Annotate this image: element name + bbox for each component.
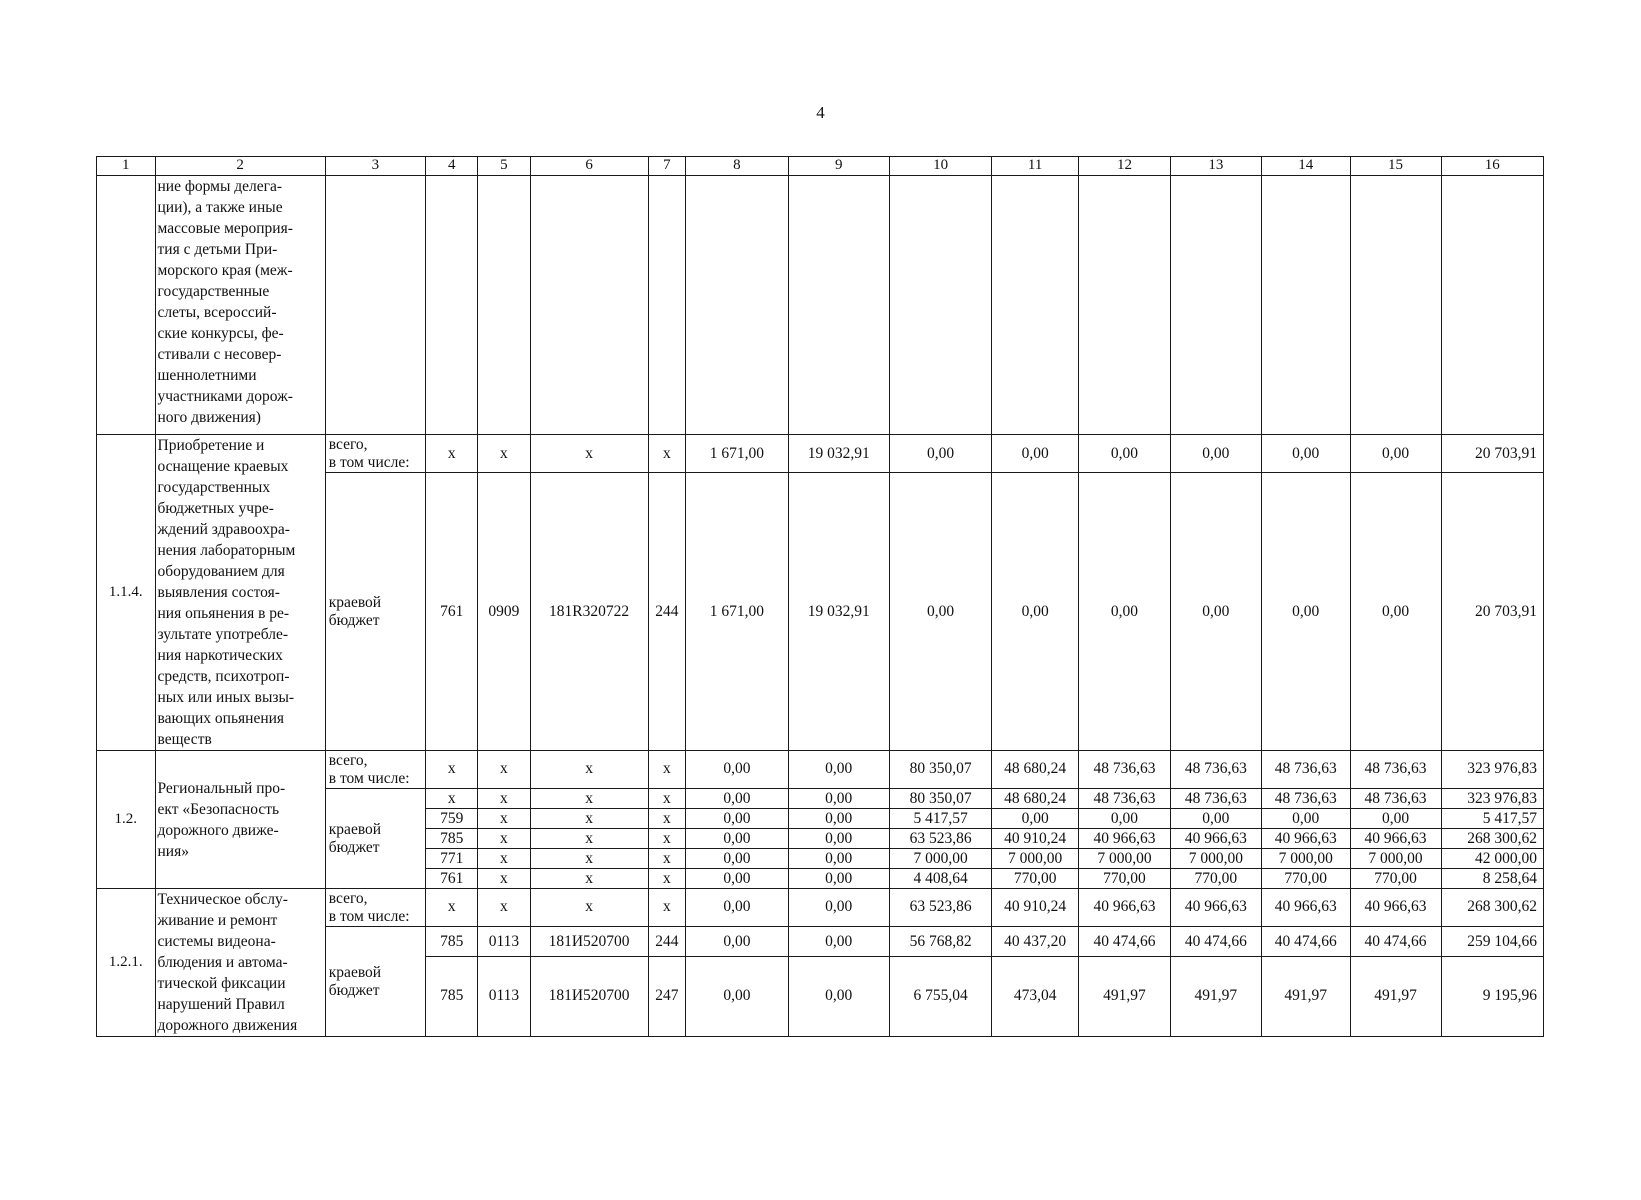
table-cell: 0,00: [686, 927, 788, 957]
table-cell: 40 966,63: [1078, 889, 1170, 927]
table-cell: 80 350,07: [889, 789, 991, 809]
column-number: 16: [1441, 157, 1544, 176]
table-cell: 40 437,20: [992, 927, 1079, 957]
table-cell: 40 474,66: [1078, 927, 1170, 957]
table-cell: 40 966,63: [1261, 889, 1350, 927]
column-number: 8: [686, 157, 788, 176]
table-cell: 7 000,00: [1261, 849, 1350, 869]
table-cell: 770,00: [1170, 869, 1261, 889]
table-cell: x: [478, 849, 530, 869]
table-cell: 0,00: [889, 473, 991, 751]
table-cell: 48 736,63: [1170, 789, 1261, 809]
table-cell: 40 966,63: [1261, 829, 1350, 849]
column-number: 1: [97, 157, 156, 176]
column-number: 14: [1261, 157, 1350, 176]
table-cell: 40 966,63: [1170, 889, 1261, 927]
table-cell: 40 966,63: [1350, 829, 1441, 849]
column-number: 9: [788, 157, 889, 176]
table-cell: x: [530, 849, 648, 869]
table-cell: x: [648, 751, 686, 789]
table-cell: 0,00: [1170, 473, 1261, 751]
source-label: всего, в том числе:: [325, 435, 425, 473]
table-cell: 0,00: [1261, 473, 1350, 751]
table-cell: 40 966,63: [1078, 829, 1170, 849]
table-cell: x: [530, 829, 648, 849]
table-cell: 770,00: [992, 869, 1079, 889]
table-cell: x: [530, 869, 648, 889]
table-cell: 48 736,63: [1261, 789, 1350, 809]
table-cell: 19 032,91: [788, 473, 889, 751]
table-cell: x: [478, 789, 530, 809]
table-cell: 181И520700: [530, 957, 648, 1037]
table-cell: 0,00: [1078, 809, 1170, 829]
table-cell: 20 703,91: [1441, 473, 1544, 751]
table-cell: 244: [648, 473, 686, 751]
table-cell: 40 910,24: [992, 829, 1079, 849]
row-description: Региональный про- ект «Безопасность дорожного движе- ния»: [155, 751, 325, 889]
continuation-row: [97, 176, 1544, 435]
column-number: 7: [648, 157, 686, 176]
table-cell: 247: [648, 957, 686, 1037]
row-id: 1.2.: [97, 751, 156, 889]
table-cell: 0113: [478, 957, 530, 1037]
table-cell: 7 000,00: [1078, 849, 1170, 869]
table-cell: 761: [426, 869, 478, 889]
table-cell: 7 000,00: [992, 849, 1079, 869]
table-cell: 48 680,24: [992, 751, 1079, 789]
table-cell: 0,00: [788, 789, 889, 809]
table-cell: 0,00: [1078, 435, 1170, 473]
table-cell: 8 258,64: [1441, 869, 1544, 889]
table-cell: x: [478, 869, 530, 889]
table-cell: 1 671,00: [686, 435, 788, 473]
table-cell: 4 408,64: [889, 869, 991, 889]
table-cell: x: [648, 889, 686, 927]
table-row: [97, 889, 1544, 927]
column-number: 3: [325, 157, 425, 176]
table-cell: 9 195,96: [1441, 957, 1544, 1037]
table-cell: 48 736,63: [1261, 751, 1350, 789]
table-cell: 0113: [478, 927, 530, 957]
table-cell: 761: [426, 473, 478, 751]
table-cell: 0,00: [788, 869, 889, 889]
table-cell: 181И520700: [530, 927, 648, 957]
table-cell: 0,00: [992, 435, 1079, 473]
row-description: Приобретение и оснащение краевых государственных бюджетных учре- ждений здравоохра- нения лабораторным оборудованием для выявления состоя- ния опьянения в ре- зультате употребле- ния наркотических средств, психотроп- ных или иных вызы- вающих опьянения веществ: [155, 435, 325, 751]
table-cell: x: [478, 751, 530, 789]
table-cell: 244: [648, 927, 686, 957]
row-id: [97, 176, 156, 435]
table-cell: 491,97: [1261, 957, 1350, 1037]
table-cell: 56 768,82: [889, 927, 991, 957]
table-cell: x: [648, 789, 686, 809]
table-cell: 491,97: [1170, 957, 1261, 1037]
table-cell: 0,00: [788, 849, 889, 869]
table-cell: 40 474,66: [1170, 927, 1261, 957]
table-cell: 40 966,63: [1170, 829, 1261, 849]
table-cell: x: [478, 435, 530, 473]
table-cell: 63 523,86: [889, 829, 991, 849]
table-cell: 0,00: [788, 751, 889, 789]
table-cell: 48 736,63: [1350, 751, 1441, 789]
table-cell: 0,00: [1261, 809, 1350, 829]
table-cell: 40 910,24: [992, 889, 1079, 927]
table-cell: x: [426, 789, 478, 809]
table-cell: 770,00: [1350, 869, 1441, 889]
table-cell: 0,00: [788, 889, 889, 927]
row-id: 1.2.1.: [97, 889, 156, 1037]
table-cell: 7 000,00: [1350, 849, 1441, 869]
table-cell: x: [648, 435, 686, 473]
table-cell: 181R320722: [530, 473, 648, 751]
table-cell: x: [530, 889, 648, 927]
source-label: всего, в том числе:: [325, 889, 425, 927]
row-description: ние формы делега- ции), а также иные массовые мероприя- тия с детьми При- морского края (меж- государственные слеты, всероссий- ские конкурсы, фе- стивали с несовер- шеннолетними участниками дорож- ного движения): [155, 176, 325, 435]
table-cell: x: [648, 849, 686, 869]
table-cell: 7 000,00: [889, 849, 991, 869]
table-cell: 1 671,00: [686, 473, 788, 751]
table-cell: 0,00: [992, 473, 1079, 751]
table-cell: 491,97: [1350, 957, 1441, 1037]
table-cell: x: [648, 829, 686, 849]
table-cell: 0,00: [686, 869, 788, 889]
table-cell: 323 976,83: [1441, 789, 1544, 809]
row-id: 1.1.4.: [97, 435, 156, 751]
source-label: всего, в том числе:: [325, 751, 425, 789]
table-cell: 7 000,00: [1170, 849, 1261, 869]
table-cell: 785: [426, 957, 478, 1037]
column-number: 12: [1078, 157, 1170, 176]
table-cell: 40 474,66: [1350, 927, 1441, 957]
table-cell: 770,00: [1078, 869, 1170, 889]
column-number: 2: [155, 157, 325, 176]
column-number: 10: [889, 157, 991, 176]
table-cell: 0,00: [686, 789, 788, 809]
table-cell: 0,00: [686, 829, 788, 849]
column-number: 13: [1170, 157, 1261, 176]
table-cell: 268 300,62: [1441, 829, 1544, 849]
table-cell: 0,00: [889, 435, 991, 473]
table-cell: 259 104,66: [1441, 927, 1544, 957]
table-cell: 0,00: [1170, 809, 1261, 829]
table-cell: x: [530, 435, 648, 473]
table-cell: x: [426, 435, 478, 473]
table-cell: 48 736,63: [1078, 789, 1170, 809]
column-number: 4: [426, 157, 478, 176]
column-number: 15: [1350, 157, 1441, 176]
table-cell: 771: [426, 849, 478, 869]
table-cell: 0,00: [1078, 473, 1170, 751]
table-cell: 48 736,63: [1078, 751, 1170, 789]
table-cell: 5 417,57: [1441, 809, 1544, 829]
source-label: краевой бюджет: [325, 473, 425, 751]
table-cell: 759: [426, 809, 478, 829]
table-cell: 0,00: [1170, 435, 1261, 473]
table-cell: 0,00: [686, 751, 788, 789]
table-cell: 0,00: [1350, 809, 1441, 829]
table-row: [97, 435, 1544, 473]
table-cell: x: [478, 809, 530, 829]
table-cell: 0,00: [686, 889, 788, 927]
table-cell: 491,97: [1078, 957, 1170, 1037]
table-cell: x: [530, 751, 648, 789]
table-cell: 323 976,83: [1441, 751, 1544, 789]
table-cell: 0,00: [1350, 473, 1441, 751]
table-cell: 473,04: [992, 957, 1079, 1037]
column-number: 5: [478, 157, 530, 176]
page-number: 4: [816, 103, 825, 122]
table-cell: 48 736,63: [1170, 751, 1261, 789]
table-cell: x: [426, 889, 478, 927]
table-cell: 0909: [478, 473, 530, 751]
table-cell: 0,00: [788, 829, 889, 849]
column-number: 6: [530, 157, 648, 176]
table-cell: 0,00: [686, 809, 788, 829]
table-cell: 785: [426, 829, 478, 849]
source-label: краевой бюджет: [325, 789, 425, 889]
table-cell: 20 703,91: [1441, 435, 1544, 473]
row-description: Техническое обслу- живание и ремонт системы видеона- блюдения и автома- тической фиксации нарушений Правил дорожного движения: [155, 889, 325, 1037]
table-cell: x: [648, 869, 686, 889]
table-cell: x: [478, 829, 530, 849]
table-cell: 0,00: [788, 957, 889, 1037]
table-cell: x: [478, 889, 530, 927]
column-number-row: [97, 157, 1544, 176]
table-cell: 0,00: [788, 809, 889, 829]
table-cell: 0,00: [686, 849, 788, 869]
table-cell: 0,00: [686, 957, 788, 1037]
table-cell: 0,00: [992, 809, 1079, 829]
table-cell: 42 000,00: [1441, 849, 1544, 869]
budget-table: [96, 156, 1544, 1037]
table-cell: 40 474,66: [1261, 927, 1350, 957]
table-cell: x: [426, 751, 478, 789]
table-cell: 19 032,91: [788, 435, 889, 473]
table-cell: x: [530, 809, 648, 829]
table-cell: 40 966,63: [1350, 889, 1441, 927]
table-cell: 63 523,86: [889, 889, 991, 927]
table-cell: 5 417,57: [889, 809, 991, 829]
table-cell: 0,00: [788, 927, 889, 957]
table-cell: 770,00: [1261, 869, 1350, 889]
source-label: краевой бюджет: [325, 927, 425, 1037]
table-cell: 0,00: [1261, 435, 1350, 473]
table-cell: 48 736,63: [1350, 789, 1441, 809]
table-cell: 6 755,04: [889, 957, 991, 1037]
table-cell: 268 300,62: [1441, 889, 1544, 927]
column-number: 11: [992, 157, 1079, 176]
table-row: [97, 751, 1544, 789]
table-cell: 80 350,07: [889, 751, 991, 789]
table-cell: 48 680,24: [992, 789, 1079, 809]
table-cell: 0,00: [1350, 435, 1441, 473]
table-cell: 785: [426, 927, 478, 957]
table-cell: x: [648, 809, 686, 829]
table-cell: x: [530, 789, 648, 809]
